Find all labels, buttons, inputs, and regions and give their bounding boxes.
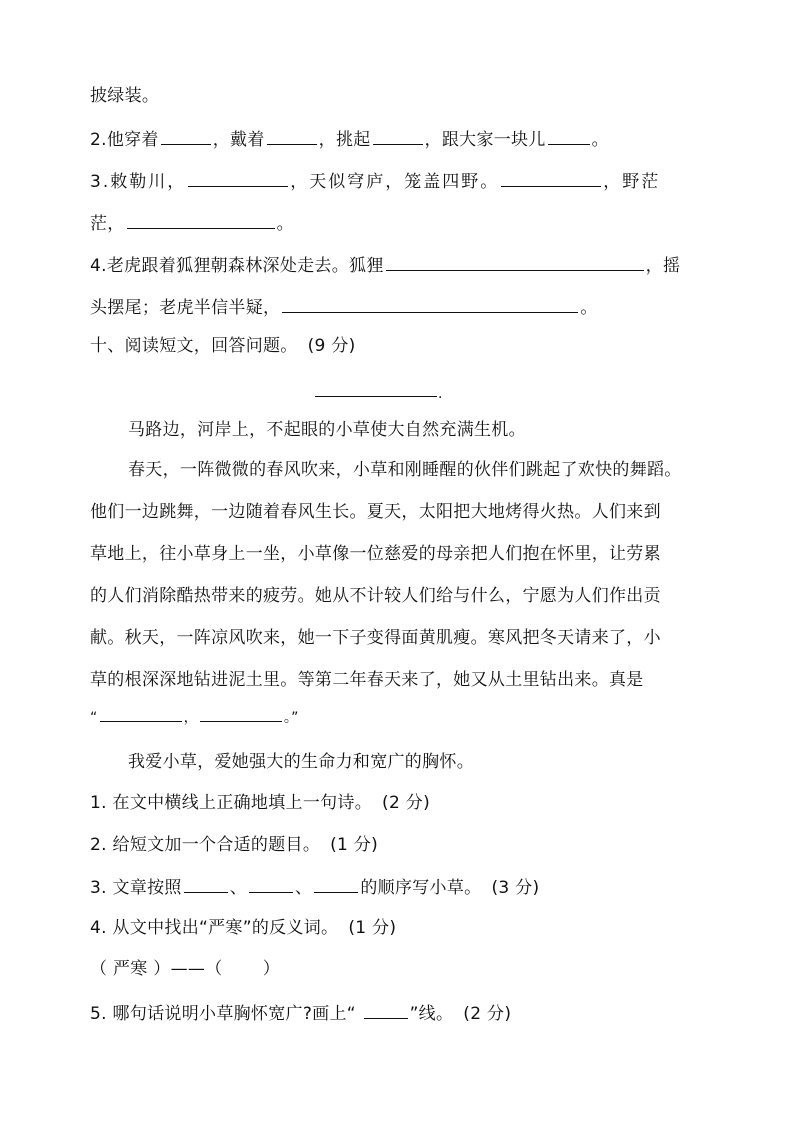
question-text: 的顺序写小草。 bbox=[360, 878, 482, 898]
reading-question-4 bbox=[90, 916, 396, 940]
question-score: (1 分) bbox=[330, 835, 379, 855]
passage-line: 草地上，往小草身上一坐，小草像一位慈爱的母亲把人们抱在怀里，让劳累 bbox=[90, 544, 661, 564]
answer-blank[interactable] bbox=[282, 294, 578, 313]
answer-blank[interactable] bbox=[184, 874, 228, 893]
section-heading bbox=[90, 334, 356, 358]
answer-blank[interactable] bbox=[386, 252, 644, 271]
reading-question-2 bbox=[90, 833, 378, 857]
punctuation: 、 bbox=[295, 878, 313, 898]
quote-open: “ bbox=[90, 710, 98, 726]
reading-question-1 bbox=[90, 791, 430, 815]
answer-blank[interactable] bbox=[373, 126, 423, 145]
question-text: 头摆尾；老虎半信半疑， bbox=[90, 298, 281, 318]
question-text: 敕勒川， bbox=[110, 172, 187, 192]
passage-line: 献。秋天，一阵凉风吹来，她一下子变得面黄肌瘦。寒风把冬天请来了，小 bbox=[90, 628, 661, 648]
answer-blank[interactable] bbox=[548, 126, 590, 145]
question-score: (1 分) bbox=[348, 918, 397, 938]
reading-question-3 bbox=[90, 874, 539, 900]
question-text: 4. 从文中找出“严寒”的反义词。 bbox=[90, 918, 339, 938]
poem-fill-line bbox=[90, 706, 299, 730]
passage-closing: 我爱小草，爱她强大的生命力和宽广的胸怀。 bbox=[128, 752, 474, 772]
question-text: ，野茫 bbox=[603, 172, 661, 192]
question-text: 老虎跟着狐狸朝森林深处走去。狐狸 bbox=[106, 256, 384, 276]
punctuation: 。 bbox=[591, 130, 609, 150]
poem-blank-1[interactable] bbox=[100, 707, 182, 722]
punctuation: ， bbox=[183, 710, 198, 726]
question-3-cont bbox=[90, 210, 294, 236]
answer-blank[interactable] bbox=[188, 168, 288, 187]
line-sample-blank bbox=[364, 1000, 408, 1019]
question-text: 2. 给短文加一个合适的题目。 bbox=[90, 835, 321, 855]
poem-blank-2[interactable] bbox=[200, 707, 282, 722]
antonym-answer-line[interactable]: （ 严寒 ）——（ ） bbox=[90, 959, 281, 979]
continued-text: 披绿装。 bbox=[90, 86, 160, 106]
question-4-cont bbox=[90, 294, 598, 320]
question-2 bbox=[90, 126, 609, 152]
question-text: ”线。 bbox=[409, 1004, 454, 1024]
punctuation: 。 bbox=[580, 298, 598, 318]
passage-line: 他们一边跳舞，一边随着春风生长。夏天，太阳把大地烤得火热。人们来到 bbox=[90, 502, 661, 522]
passage-line: 草的根深深地钻进泥土里。等第二年春天来了，她又从土里钻出来。真是 bbox=[90, 670, 644, 690]
question-number: 4. bbox=[90, 256, 107, 276]
punctuation: 、 bbox=[229, 878, 248, 898]
answer-blank[interactable] bbox=[127, 210, 275, 229]
answer-blank[interactable] bbox=[161, 126, 211, 145]
question-text: ，跟大家一块儿 bbox=[424, 130, 546, 150]
section-score: (9 分) bbox=[307, 336, 356, 356]
question-number: 3. bbox=[90, 172, 111, 192]
question-score: (3 分) bbox=[491, 878, 540, 898]
question-text: 茫， bbox=[90, 214, 125, 234]
reading-question-5 bbox=[90, 1000, 511, 1026]
question-text: ，挑起 bbox=[318, 130, 371, 150]
punctuation: 。 bbox=[276, 214, 294, 234]
question-text: 1. 在文中横线上正确地填上一句诗。 bbox=[90, 793, 373, 813]
question-text: 5. 哪句话说明小草胸怀宽广?画上“ bbox=[90, 1004, 362, 1024]
punctuation: . bbox=[438, 386, 443, 402]
question-text: 3. 文章按照 bbox=[90, 878, 182, 898]
question-score: (2 分) bbox=[463, 1004, 512, 1024]
question-4 bbox=[90, 252, 680, 278]
question-text: ，戴着 bbox=[212, 130, 265, 150]
question-text: 他穿着 bbox=[106, 130, 159, 150]
answer-blank[interactable] bbox=[267, 126, 317, 145]
passage-title-blank[interactable] bbox=[315, 396, 437, 397]
passage-paragraph: 春天，一阵微微的春风吹来，小草和刚睡醒的伙伴们跳起了欢快的舞蹈。 bbox=[128, 460, 682, 480]
answer-blank[interactable] bbox=[314, 874, 358, 893]
quote-close: 。” bbox=[283, 710, 299, 726]
passage-line: 的人们消除酷热带来的疲劳。她从不计较人们给与什么，宁愿为人们作出贡 bbox=[90, 586, 661, 606]
question-3 bbox=[90, 168, 660, 194]
question-number: 2. bbox=[90, 130, 107, 150]
answer-blank[interactable] bbox=[501, 168, 601, 187]
question-text: ，摇 bbox=[645, 256, 681, 276]
question-score: (2 分) bbox=[382, 793, 431, 813]
question-text: ，天似穹庐，笼盖四野。 bbox=[290, 172, 500, 192]
passage-paragraph: 马路边，河岸上，不起眼的小草使大自然充满生机。 bbox=[128, 420, 526, 440]
section-title: 十、阅读短文，回答问题。 bbox=[90, 336, 298, 356]
answer-blank[interactable] bbox=[249, 874, 293, 893]
